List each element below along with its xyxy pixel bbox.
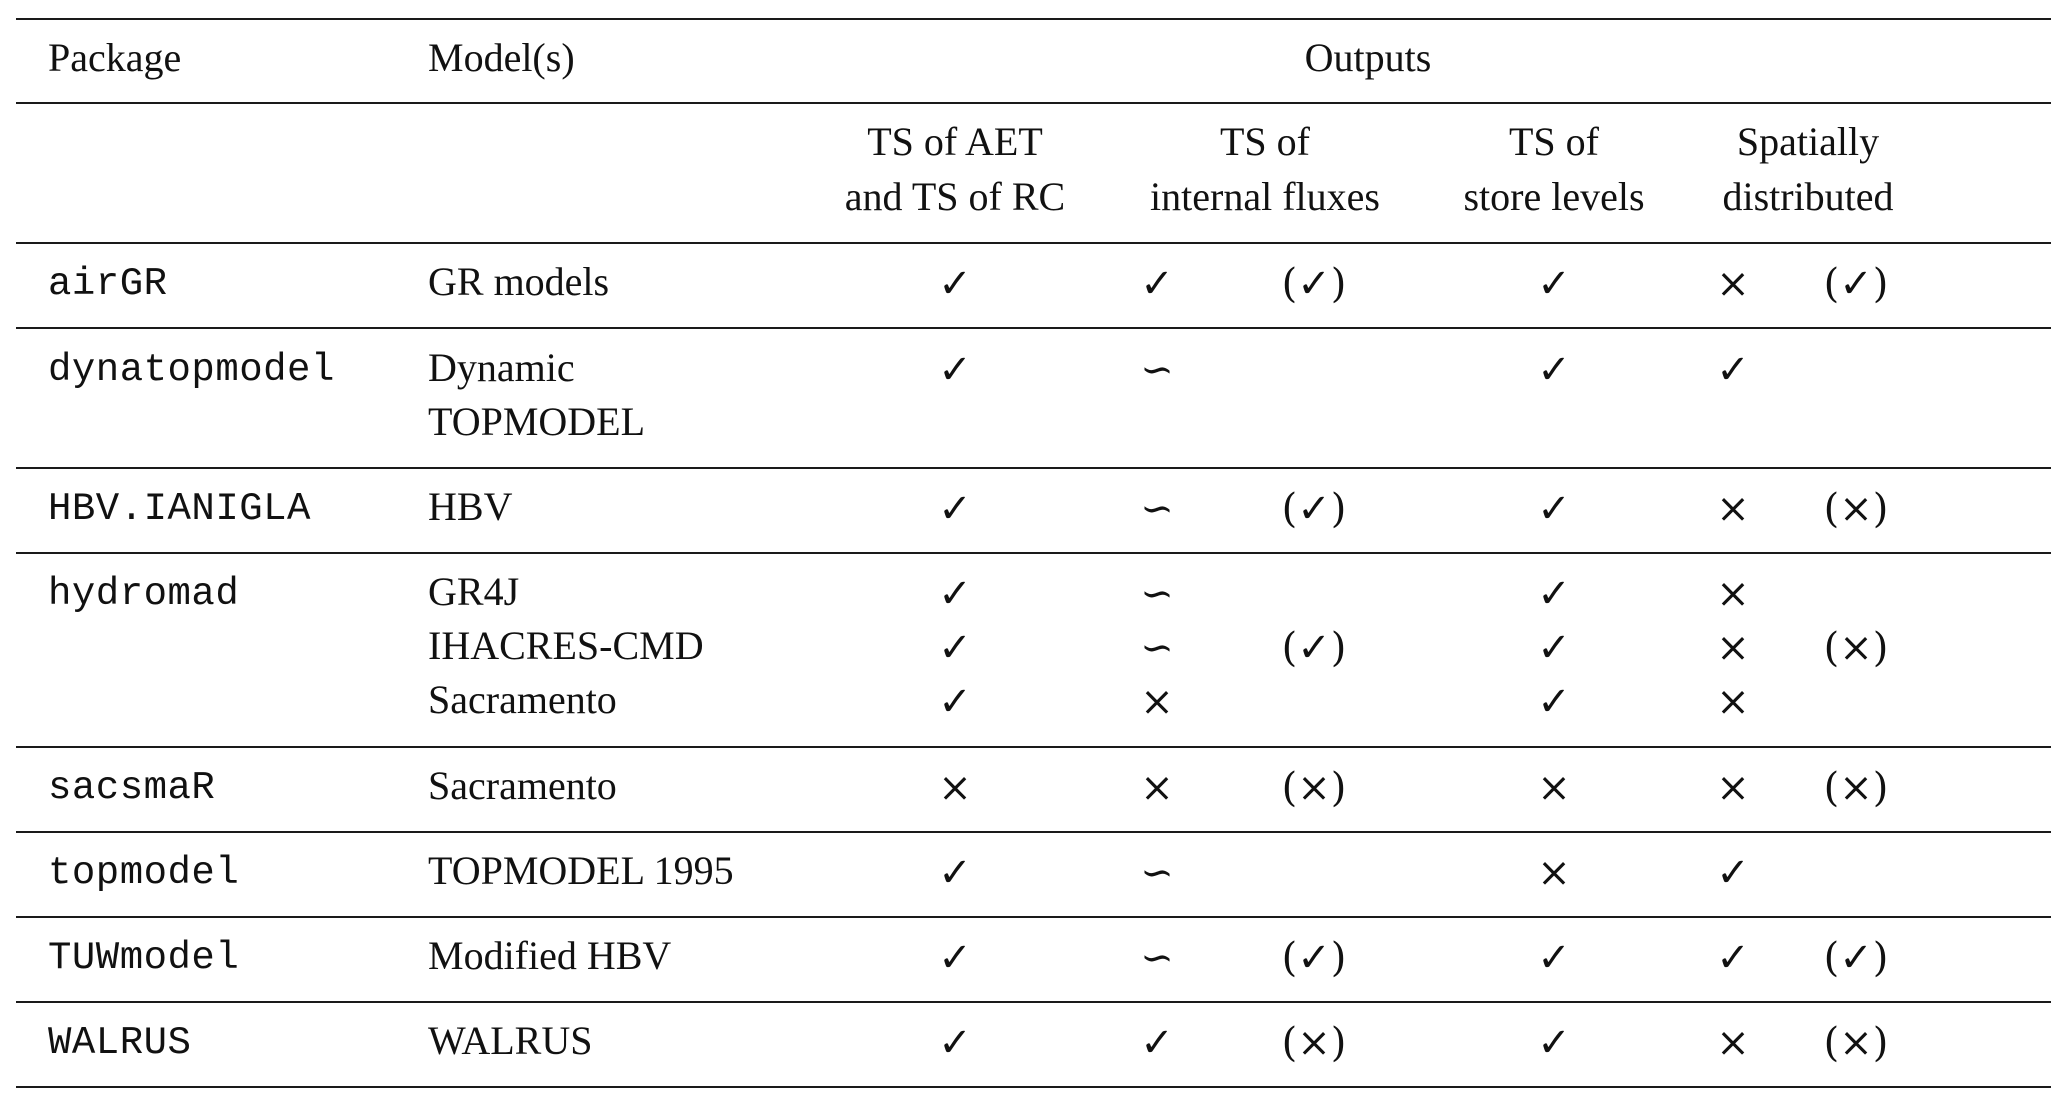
header-aet-rc-line2: and TS of RC: [844, 174, 1066, 219]
model-name: TOPMODEL 1995: [428, 848, 734, 893]
fluxes-mark: ∽: [1140, 347, 1174, 393]
fluxes-note: (✓): [1281, 935, 1347, 981]
store-mark: ×: [1537, 765, 1571, 811]
package-name: TUWmodel: [48, 936, 240, 980]
fluxes-mark: ∽: [1140, 625, 1174, 671]
header-fluxes-line2: internal fluxes: [1150, 174, 1380, 219]
spatial-mark: ×: [1716, 1020, 1750, 1066]
fluxes-mark: ∽: [1140, 571, 1174, 617]
store-mark: ✓: [1537, 935, 1571, 981]
spatial-mark: ×: [1716, 625, 1750, 671]
aet-rc-mark: ✓: [938, 1020, 972, 1066]
aet-rc-mark: ✓: [938, 571, 972, 617]
spatial-mark: ✓: [1716, 850, 1750, 896]
fluxes-mark: ∽: [1140, 486, 1174, 532]
header-store-line1: TS of: [1509, 119, 1599, 164]
model-name: HBV: [428, 484, 513, 529]
row-rule: [16, 1001, 2051, 1003]
row-rule: [16, 831, 2051, 833]
row-rule: [16, 746, 2051, 748]
package-name: dynatopmodel: [48, 348, 335, 392]
header-fluxes-line1: TS of: [1220, 119, 1310, 164]
table-top-rule: [16, 18, 2051, 20]
fluxes-note: (✓): [1281, 486, 1347, 532]
spatial-mark: ×: [1716, 571, 1750, 617]
row-rule: [16, 467, 2051, 469]
aet-rc-mark: ✓: [938, 850, 972, 896]
model-name: GR4J: [428, 569, 520, 614]
spatial-mark: ×: [1716, 486, 1750, 532]
spatial-note: (×): [1823, 765, 1889, 811]
store-mark: ✓: [1537, 347, 1571, 393]
fluxes-note: (✓): [1281, 625, 1347, 671]
store-mark: ✓: [1537, 571, 1571, 617]
model-name: Sacramento: [428, 677, 617, 722]
spatial-mark: ×: [1716, 679, 1750, 725]
aet-rc-mark: ✓: [938, 625, 972, 671]
fluxes-mark: ×: [1140, 679, 1174, 725]
spatial-note: (✓): [1823, 935, 1889, 981]
header-spatial-line1: Spatially: [1736, 119, 1880, 164]
package-name: WALRUS: [48, 1021, 192, 1065]
fluxes-note: (✓): [1281, 261, 1347, 307]
spatial-mark: ×: [1716, 765, 1750, 811]
model-name: GR models: [428, 259, 610, 304]
header-aet-rc-line1: TS of AET: [867, 119, 1043, 164]
spatial-mark: ✓: [1716, 347, 1750, 393]
package-name: topmodel: [48, 851, 240, 895]
fluxes-mark: ∽: [1140, 850, 1174, 896]
spatial-note: (×): [1823, 486, 1889, 532]
aet-rc-mark: ✓: [938, 935, 972, 981]
spatial-mark: ✓: [1716, 935, 1750, 981]
package-name: HBV.IANIGLA: [48, 487, 311, 531]
store-mark: ✓: [1537, 1020, 1571, 1066]
model-name: Sacramento: [428, 763, 617, 808]
store-mark: ✓: [1537, 625, 1571, 671]
fluxes-note: (×): [1281, 1020, 1347, 1066]
model-name: WALRUS: [428, 1018, 593, 1063]
package-name: airGR: [48, 262, 168, 306]
spatial-note: (×): [1823, 625, 1889, 671]
aet-rc-mark: ×: [938, 765, 972, 811]
row-rule: [16, 327, 2051, 329]
model-name: Modified HBV: [428, 933, 672, 978]
package-name: hydromad: [48, 572, 240, 616]
spatial-note: (×): [1823, 1020, 1889, 1066]
model-name: IHACRES-CMD: [428, 623, 704, 668]
model-name: Dynamic: [428, 345, 575, 390]
spatial-note: (✓): [1823, 261, 1889, 307]
header-outputs: Outputs: [1304, 35, 1432, 80]
table-bottom-rule: [16, 1086, 2051, 1088]
store-mark: ✓: [1537, 261, 1571, 307]
fluxes-mark: ✓: [1140, 1020, 1174, 1066]
store-mark: ✓: [1537, 679, 1571, 725]
fluxes-mark: ✓: [1140, 261, 1174, 307]
store-mark: ×: [1537, 850, 1571, 896]
header-spatial-line2: distributed: [1722, 174, 1894, 219]
fluxes-mark: ∽: [1140, 935, 1174, 981]
aet-rc-mark: ✓: [938, 679, 972, 725]
header-rule: [16, 102, 2051, 104]
aet-rc-mark: ✓: [938, 261, 972, 307]
fluxes-note: (×): [1281, 765, 1347, 811]
row-rule: [16, 916, 2051, 918]
aet-rc-mark: ✓: [938, 347, 972, 393]
package-name: sacsmaR: [48, 766, 216, 810]
row-rule: [16, 552, 2051, 554]
aet-rc-mark: ✓: [938, 486, 972, 532]
spatial-mark: ×: [1716, 261, 1750, 307]
model-name: TOPMODEL: [428, 399, 646, 444]
fluxes-mark: ×: [1140, 765, 1174, 811]
store-mark: ✓: [1537, 486, 1571, 532]
header-models: Model(s): [428, 35, 575, 80]
header-package: Package: [48, 35, 182, 80]
subheader-rule: [16, 242, 2051, 244]
header-store-line2: store levels: [1463, 174, 1645, 219]
